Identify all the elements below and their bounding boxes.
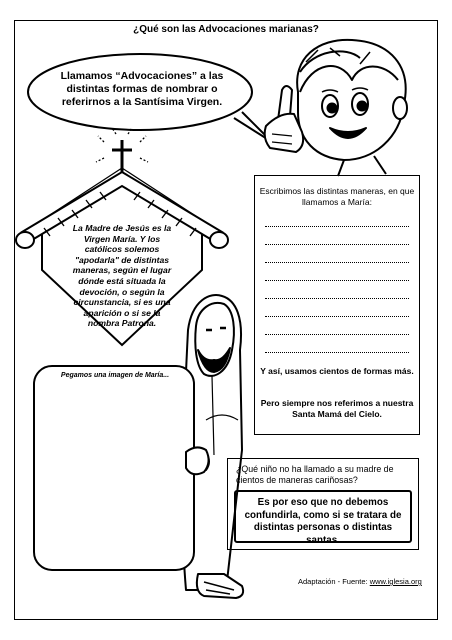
question-text: ¿Qué niño no ha llamado a su madre de cientos de maneras cariñosas?	[236, 464, 394, 485]
writing-box-note: Y así, usamos cientos de formas más.	[260, 366, 414, 376]
paste-frame-label: Pegamos una imagen de María...	[60, 372, 170, 379]
boy-illustration	[265, 40, 407, 176]
writing-box-heading: Escribimos las distintas maneras, en que llamamos a María:	[259, 186, 415, 207]
source-credit	[298, 577, 422, 586]
writing-line[interactable]	[265, 334, 409, 335]
hand-over-frame	[186, 447, 209, 474]
writing-line[interactable]	[265, 316, 409, 317]
writing-line[interactable]	[265, 244, 409, 245]
writing-line[interactable]	[265, 262, 409, 263]
page-title: ¿Qué son las Advocaciones marianas?	[133, 24, 319, 35]
writing-line[interactable]	[265, 352, 409, 353]
speech-bubble-text: Llamamos “Advocaciones” a las distintas formas de nombrar o referirnos a la Santísima Virgen.	[60, 70, 224, 108]
answer-box	[234, 490, 412, 546]
credit-prefix: Adaptación - Fuente:	[298, 577, 370, 586]
writing-box-conclusion: Pero siempre nos referimos a nuestra Santa Mamá del Cielo.	[260, 398, 414, 419]
writing-box	[254, 175, 420, 435]
credit-link[interactable]: www.iglesia.org	[369, 577, 422, 586]
question-box	[227, 458, 419, 550]
paste-frame	[34, 366, 194, 570]
writing-line[interactable]	[265, 280, 409, 281]
writing-line[interactable]	[265, 226, 409, 227]
chapel-text: La Madre de Jesús es la Virgen María. Y los católicos solemos "apodarla" de distintas maneras, según el lugar dónde está situada la devoción, o según la circunstancia, si es una aparición o si se la nombra Patrona.	[72, 223, 172, 329]
writing-line[interactable]	[265, 298, 409, 299]
answer-text: Es por eso que no debemos confundirla, como si se tratara de distintas personas o distintas santas.	[244, 497, 402, 546]
